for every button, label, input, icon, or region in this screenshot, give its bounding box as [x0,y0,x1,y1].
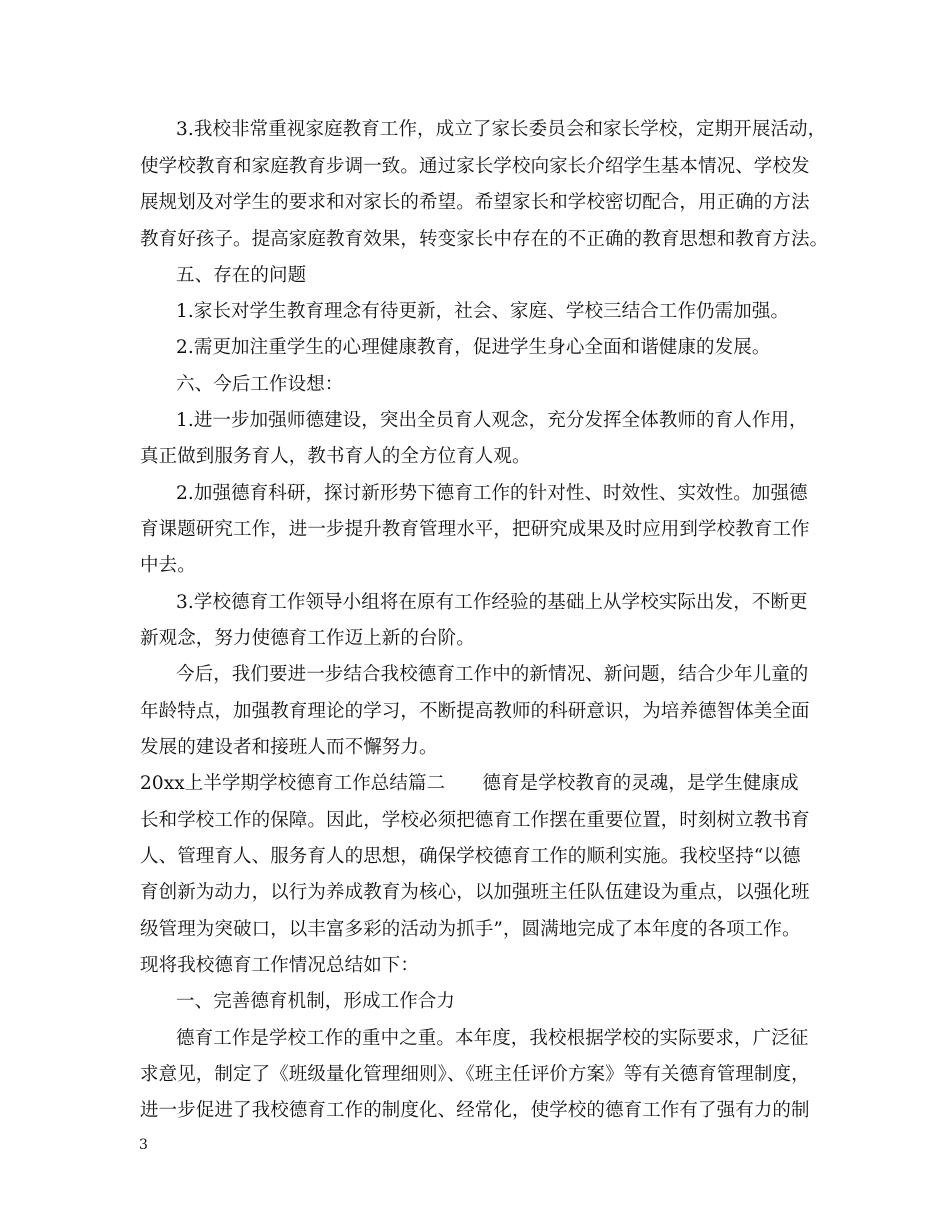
text-line: 使学校教育和家庭教育步调一致。通过家长学校向家长介绍学生基本情况、学校发 [140,156,810,177]
text-line: 发展的建设者和接班人而不懈努力。 [140,737,438,758]
section-heading: 一、完善德育机制，形成工作合力 [176,991,456,1012]
text-line: 新观念，努力使德育工作迈上新的台阶。 [140,628,475,649]
text-line: 德育工作是学校工作的重中之重。本年度，我校根据学校的实际要求，广泛征 [176,1028,809,1049]
text-line: 进一步促进了我校德育工作的制度化、经常化，使学校的德育工作有了强有力的制 [140,1100,810,1121]
text-line: 2.加强德育科研，探讨新形势下德育工作的针对性、时效性、实效性。加强德 [176,483,808,504]
text-line: 展规划及对学生的要求和对家长的希望。希望家长和学校密切配合，用正确的方法 [140,192,810,213]
text-line: 今后，我们要进一步结合我校德育工作中的新情况、新问题，结合少年儿童的 [176,664,809,685]
text-line: 年龄特点，加强教育理论的学习，不断提高教师的科研意识，为培养德智体美全面 [140,701,810,722]
text-line: 育课题研究工作，进一步提升教育管理水平，把研究成果及时应用到学校教育工作 [140,519,810,540]
text-line: 3.学校德育工作领导小组将在原有工作经验的基础上从学校实际出发，不断更 [176,592,808,613]
section-heading: 六、今后工作设想： [176,374,344,395]
text-line: 2.需更加注重学生的心理健康教育，促进学生身心全面和谐健康的发展。 [176,337,771,358]
section-heading: 五、存在的问题 [176,265,307,286]
text-line: 中去。 [140,555,196,576]
text-line: 1.进一步加强师德建设，突出全员育人观念，充分发挥全体教师的育人作用， [176,410,808,431]
text-line: 现将我校德育工作情况总结如下： [140,955,420,976]
text-line: 人、管理育人、服务育人的思想，确保学校德育工作的顺利实施。我校坚持“以德 [140,846,801,867]
text-line: 教育好孩子。提高家庭教育效果，转变家长中存在的不正确的教育思想和教育方法。 [140,229,829,250]
article-title-line: 20xx上半学期学校德育工作总结篇二 德育是学校教育的灵魂，是学生健康成 [140,773,799,794]
page-number: 3 [139,1137,148,1153]
text-line: 真正做到服务育人，教书育人的全方位育人观。 [140,446,531,467]
text-line: 3.我校非常重视家庭教育工作，成立了家长委员会和家长学校，定期开展活动， [176,119,827,140]
text-line: 求意见，制定了《班级量化管理细则》、《班主任评价方案》等有关德育管理制度， [140,1064,810,1085]
text-line: 长和学校工作的保障。因此，学校必须把德育工作摆在重要位置，时刻树立教书育 [140,810,810,831]
text-line: 1.家长对学生教育理念有待更新，社会、家庭、学校三结合工作仍需加强。 [176,301,790,322]
text-line: 育创新为动力，以行为养成教育为核心，以加强班主任队伍建设为重点，以强化班 [140,882,810,903]
text-line: 级管理为突破口，以丰富多彩的活动为抓手”，圆满地完成了本年度的各项工作。 [140,919,801,940]
